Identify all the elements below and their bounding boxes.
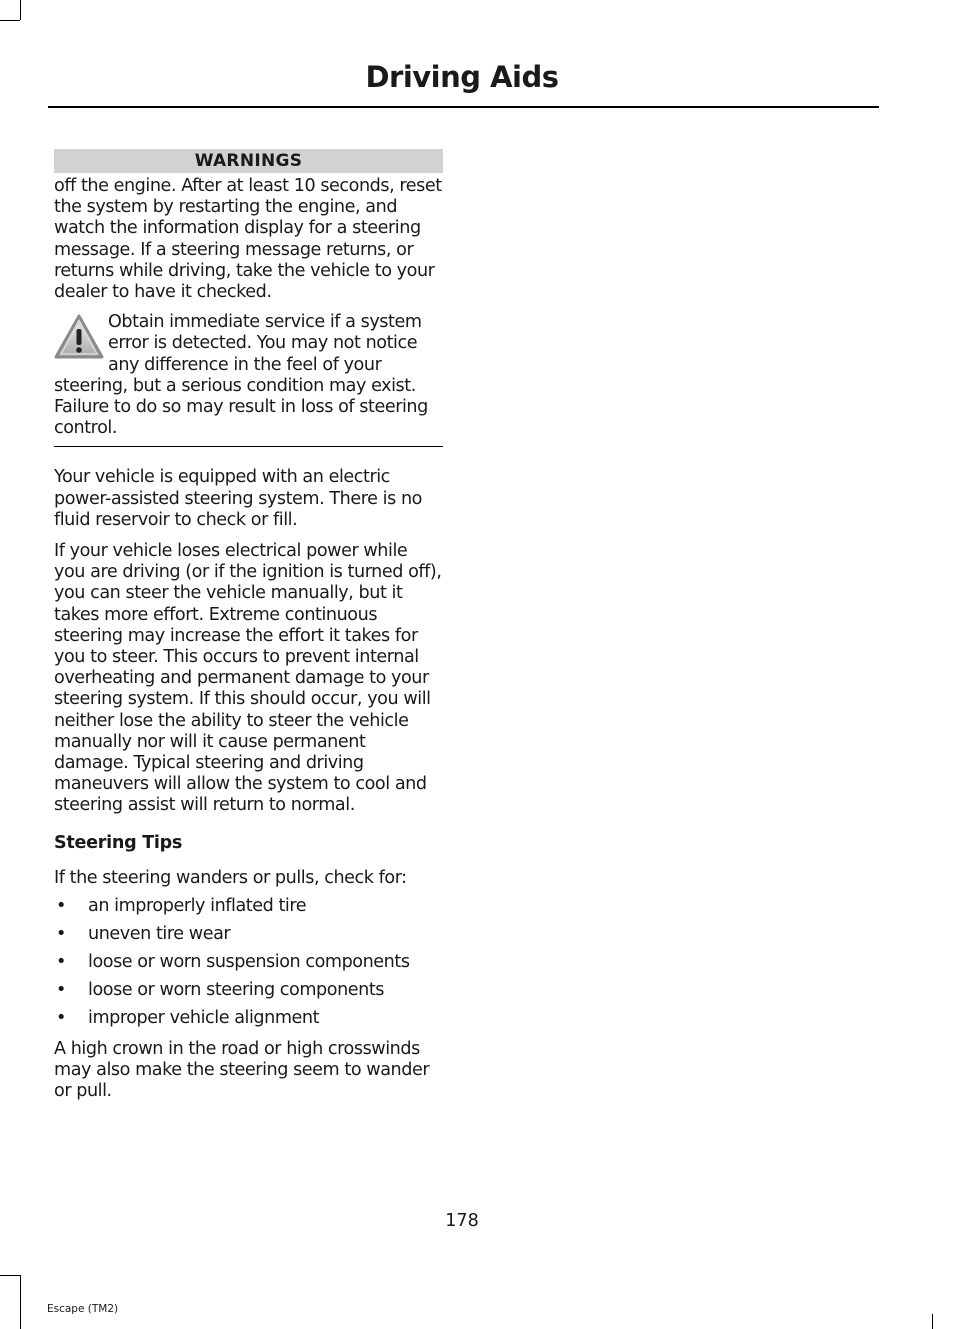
list-item [54, 952, 443, 973]
page-title: Driving Aids [365, 60, 559, 94]
list-item [54, 1008, 443, 1029]
list-item-text: loose or worn steering components [88, 979, 385, 1000]
steering-tips-heading: Steering Tips [54, 832, 183, 853]
crop-mark [0, 1275, 20, 1276]
main-column [54, 149, 443, 1103]
steering-tips-intro: If the steering wanders or pulls, check for: [54, 867, 407, 888]
list-item-text: an improperly inflated tire [88, 895, 307, 916]
warning-triangle-icon [54, 314, 104, 360]
warning-block [54, 312, 443, 439]
crop-mark [20, 1275, 21, 1329]
list-item [54, 896, 443, 917]
steering-tips-closing: A high crown in the road or high crosswinds may also make the steering seem to wander or pull. [54, 1038, 430, 1102]
warnings-heading: WARNINGS [54, 149, 443, 173]
list-item-text: improper vehicle alignment [88, 1007, 320, 1028]
warning-paragraph-continued: off the engine. After at least 10 seconds, reset the system by restarting the engine, and watch the information display for a steering message. If a steering message returns, or returns while driving, take the vehicle to your dealer to have it checked. [54, 176, 442, 303]
list-item-text: loose or worn suspension components [88, 951, 410, 972]
list-item-text: uneven tire wear [88, 923, 231, 944]
list-item [54, 924, 443, 945]
bullet-glyph: • [56, 951, 66, 972]
steering-tips-list [54, 896, 443, 1029]
warning-divider [54, 446, 443, 447]
warning-paragraph-service: Obtain immediate service if a system error is detected. You may not notice any difference in the feel of your steering, but a serious condition may exist. Failure to do so may result in loss of steering control. [54, 312, 428, 439]
crop-mark [20, 0, 21, 20]
crop-mark [932, 1314, 933, 1329]
page-number: 178 [445, 1211, 479, 1231]
footer-model: Escape (TM2) [47, 1303, 119, 1315]
bullet-glyph: • [56, 923, 66, 944]
paragraph-equipped: Your vehicle is equipped with an electric power-assisted steering system. There is no fluid reservoir to check or fill. [54, 467, 422, 530]
bullet-glyph: • [56, 895, 66, 916]
header-divider [48, 106, 879, 108]
bullet-glyph: • [56, 979, 66, 1000]
bullet-glyph: • [56, 1007, 66, 1028]
list-item [54, 980, 443, 1001]
crop-mark [0, 20, 20, 21]
paragraph-power-loss: If your vehicle loses electrical power while you are driving (or if the ignition is turned off), you can steer the vehicle manually, but it takes more effort. Extreme continuous steering may increase the effort it takes for you to steer. This occurs to prevent internal overheating and permanent damage to your steering system. If this should occur, you will neither lose the ability to steer the vehicle manually nor will it cause permanent damage. Typical steering and driving maneuvers will allow the system to cool and steering assist will return to normal. [54, 541, 442, 816]
